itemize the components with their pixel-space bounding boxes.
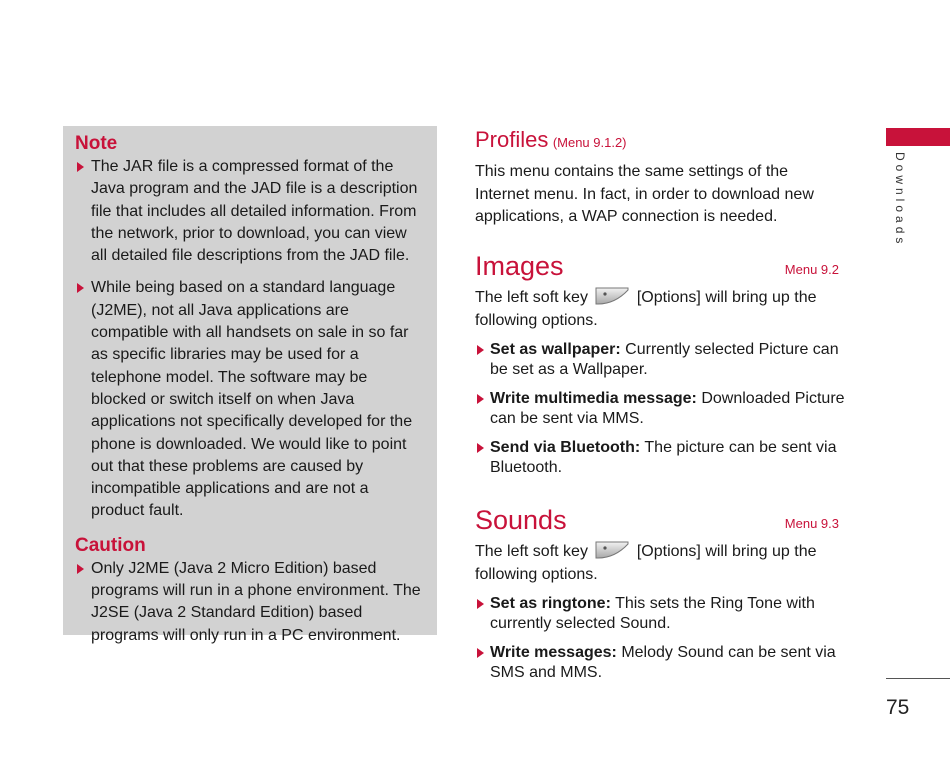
bullet-text: Melody Sound can be sent via SMS and MMS. (490, 644, 836, 681)
bullet-label: Send via Bluetooth: (490, 439, 641, 456)
bullet-label: Set as wallpaper: (490, 341, 621, 358)
images-intro-end: [Options] will bring up the following options. (475, 289, 817, 329)
page-number: 75 (886, 696, 910, 719)
caution-item-text: Only J2ME (Java 2 Micro Edition) based programs will run in a phone environment. The J2SE (Java 2 Standard Edition) based programs will only run in a PC environment. (91, 559, 421, 644)
note-item (75, 156, 425, 267)
bullet-label: Set as ringtone: (490, 595, 611, 612)
left-soft-key-icon (595, 541, 629, 559)
sounds-title: Sounds (475, 505, 567, 535)
bullet-text: This sets the Ring Tone with currently selected Sound. (490, 595, 815, 632)
note-item-text: The JAR file is a compressed format of the Java program and the JAD file is a description file that includes all detailed information. From the network, prior to download, you can view all detailed file descriptions from the JAD file. (91, 158, 418, 265)
caution-item (75, 558, 425, 647)
bullet-text: Downloaded Picture can be sent via MMS. (490, 390, 845, 427)
sounds-menu-ref: Menu 9.3 (784, 516, 839, 531)
profiles-menu-ref: (Menu 9.1.2) (552, 135, 627, 150)
profiles-heading (475, 124, 845, 156)
triangle-bullet-icon (477, 443, 484, 453)
bullet-text: Currently selected Picture can be set as a Wallpaper. (490, 341, 839, 378)
triangle-bullet-icon (477, 599, 484, 609)
profiles-title: Profiles (475, 127, 549, 152)
sounds-heading (475, 504, 845, 536)
triangle-bullet-icon (477, 345, 484, 355)
sounds-intro (475, 541, 845, 586)
bullet-text: The picture can be sent via Bluetooth. (490, 439, 837, 476)
images-intro (475, 287, 845, 332)
list-item (475, 340, 845, 380)
images-menu-ref: Menu 9.2 (784, 262, 839, 277)
left-soft-key-icon (595, 287, 629, 305)
sounds-intro-start: The left soft key (475, 543, 588, 560)
list-item (475, 594, 845, 634)
sounds-intro-end: [Options] will bring up the following options. (475, 543, 817, 583)
triangle-bullet-icon (77, 162, 84, 172)
triangle-bullet-icon (477, 648, 484, 658)
profiles-section (475, 124, 845, 229)
note-item-text: While being based on a standard language (J2ME), not all Java applications are compatible with all handsets on sale in so far as specific libraries may be used for a telephone model. The software may be blocked or switch itself on when Java applications not specifically developed for the phone is downloaded. We would like to point out that these problems are caused by incompatible applications and are not a product fault. (91, 279, 413, 520)
triangle-bullet-icon (77, 564, 84, 574)
profiles-body: This menu contains the same settings of the Internet menu. In fact, in order to download new applications, a WAP connection is needed. (475, 163, 814, 225)
page-divider (886, 678, 950, 679)
images-intro-start: The left soft key (475, 289, 588, 306)
note-box (63, 126, 437, 644)
note-heading: Note (75, 133, 118, 154)
triangle-bullet-icon (477, 394, 484, 404)
note-item (75, 277, 425, 522)
section-tab-label: Downloads (893, 152, 907, 248)
sounds-section (475, 504, 845, 683)
triangle-bullet-icon (77, 283, 84, 293)
bullet-label: Write multimedia message: (490, 390, 697, 407)
caution-heading: Caution (75, 534, 146, 556)
bullet-label: Write messages: (490, 644, 617, 661)
section-tab (886, 128, 950, 146)
list-item (475, 389, 845, 429)
images-section (475, 250, 845, 478)
list-item (475, 643, 845, 683)
images-title: Images (475, 251, 564, 281)
images-heading (475, 250, 845, 282)
list-item (475, 438, 845, 478)
